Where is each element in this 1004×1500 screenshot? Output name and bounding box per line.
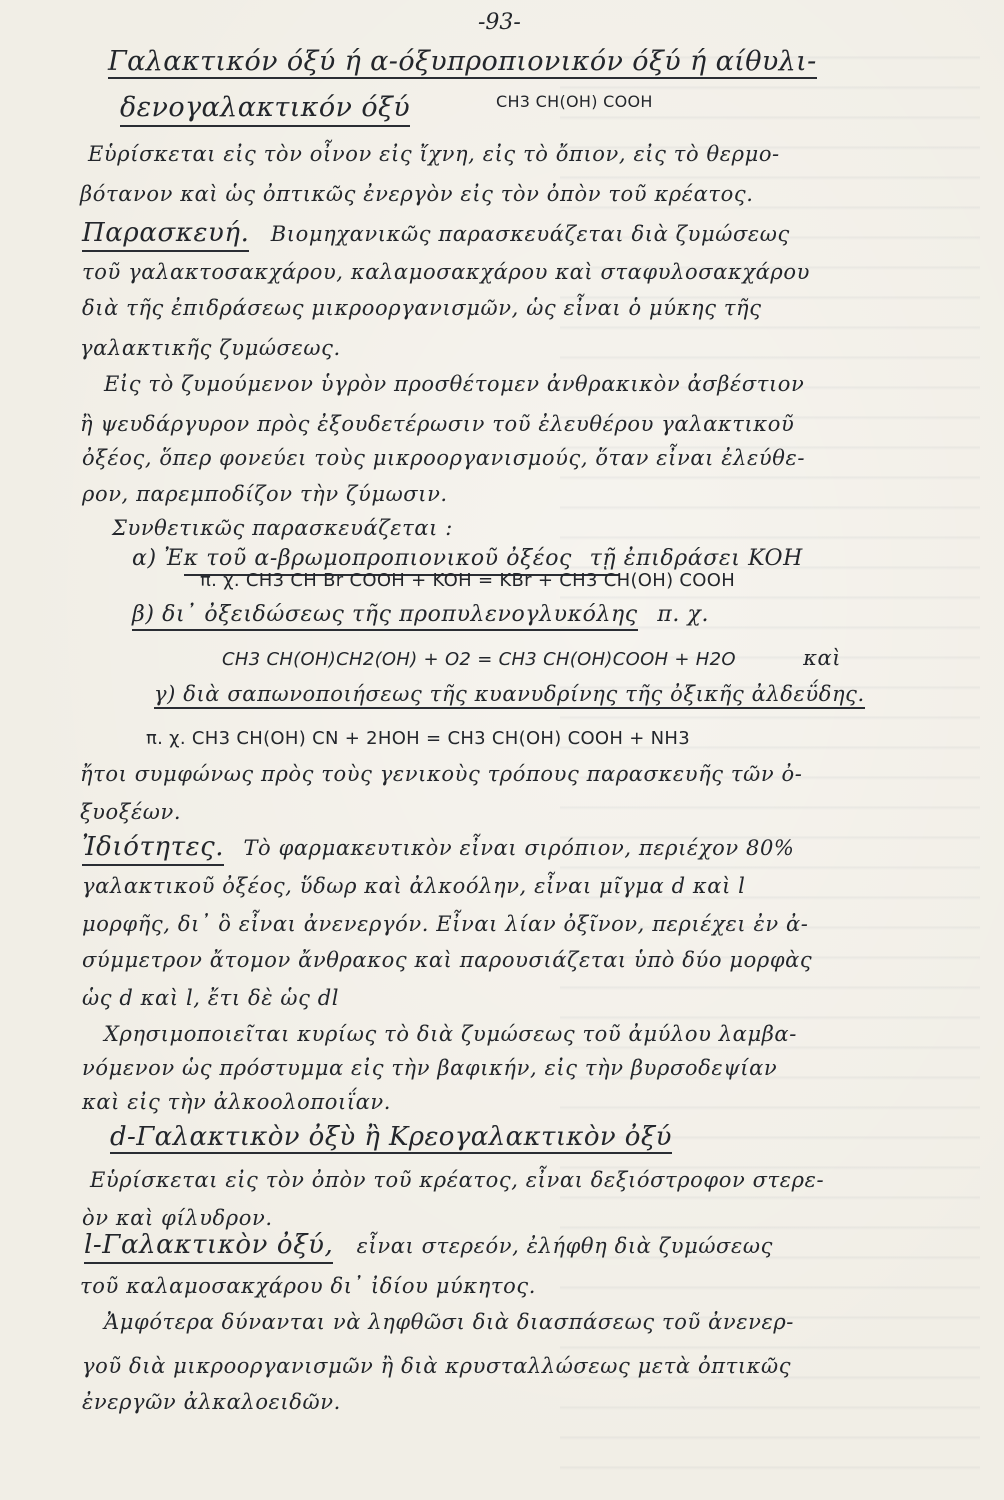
properties-line: μορφῆς, δι᾽ ὃ εἶναι ἀνενεργόν. Εἶναι λίαν ὀξῖνον, περιέχει ἐν ἀ-	[82, 912, 809, 936]
method-a-formula: π. χ. CH3 CH Br COOH + KOH = KBr + CH3 CH(OH) COOH	[200, 570, 736, 591]
properties-line: ὡς d καὶ l, ἔτι δὲ ὡς dl	[82, 986, 340, 1010]
method-a-suffix: τῇ ἐπιδράσει KOH	[589, 546, 803, 571]
preparation-line: διὰ τῆς ἐπιδράσεως μικροοργανισμῶν, ὡς εἶναι ὁ μύκης τῆς	[82, 296, 762, 320]
properties-first-line	[82, 834, 794, 860]
l-acid-suffix: εἶναι στερεόν, ἐλήφθη διὰ ζυμώσεως	[356, 1234, 773, 1258]
preparation-first-line	[82, 220, 790, 246]
preparation-line: Εἰς τὸ ζυμούμενον ὑγρὸν προσθέτομεν ἀνθρακικὸν ἀσβέστιον	[104, 372, 805, 396]
properties-intro: Τὸ φαρμακευτικὸν εἶναι σιρόπιον, περιέχον 80%	[243, 836, 795, 860]
d-acid-line: Εὑρίσκεται εἰς τὸν ὀπὸν τοῦ κρέατος, εἶναι δεξιόστροφον στερε-	[90, 1168, 825, 1192]
properties-line: Χρησιμοποιεῖται κυρίως τὸ διὰ ζυμώσεως τοῦ ἀμύλου λαμβα-	[104, 1022, 797, 1046]
title-line-2-text: δενογαλακτικόν όξύ	[120, 92, 410, 127]
bleed-through-shadow	[560, 30, 980, 1480]
method-c-after-line: ξυοξέων.	[80, 800, 182, 824]
title-line-2	[120, 94, 410, 121]
l-acid-line: Ἀμφότερα δύνανται νὰ ληφθῶσι διὰ διασπάσεως τοῦ ἀνενερ-	[104, 1310, 794, 1334]
preparation-line: τοῦ γαλακτοσακχάρου, καλαμοσακχάρου καὶ σταφυλοσακχάρου	[82, 260, 810, 284]
properties-line: γαλακτικοῦ ὀξέος, ὕδωρ καὶ ἀλκοόλην, εἶναι μῖγμα d καὶ l	[82, 874, 746, 898]
l-acid-first-line	[84, 1232, 773, 1258]
method-b-formula: CH3 CH(OH)CH2(OH) + O2 = CH3 CH(OH)COOH + H2O	[222, 649, 736, 670]
preparation-line: ρον, παρεμποδίζον τὴν ζύμωσιν.	[82, 482, 448, 506]
method-a	[132, 548, 803, 570]
method-b-tail: καὶ	[803, 646, 842, 670]
l-acid-line: τοῦ καλαμοσακχάρου δι᾽ ἰδίου μύκητος.	[80, 1274, 536, 1298]
l-acid-line: ἐνεργῶν ἀλκαλοειδῶν.	[82, 1390, 341, 1414]
intro-line-2: βότανον καὶ ὡς ὀπτικῶς ἐνεργὸν εἰς τὸν ὀπὸν τοῦ κρέατος.	[80, 182, 754, 206]
method-c: γ) διὰ σαπωνοποιήσεως τῆς κυανυδρίνης τῆς ὀξικῆς ἀλδεΰδης.	[154, 684, 865, 709]
l-acid-heading: l-Γαλακτικὸν ὀξύ,	[84, 1230, 333, 1264]
l-acid-line: γοῦ διὰ μικροοργανισμῶν ἢ διὰ κρυσταλλώσεως μετὰ ὀπτικῶς	[82, 1354, 792, 1378]
preparation-line: γαλακτικῆς ζυμώσεως.	[80, 336, 341, 360]
synthetic-heading: Συνθετικῶς παρασκευάζεται :	[112, 516, 453, 540]
method-c-after-line: ἤτοι συμφώνως πρὸς τοὺς γενικοὺς τρόπους παρασκευῆς τῶν ὀ-	[80, 762, 803, 786]
properties-line: νόμενον ὡς πρόστυμμα εἰς τὴν βαφικήν, εἰς τὴν βυρσοδεψίαν	[82, 1056, 778, 1080]
preparation-line: ἢ ψευδάργυρον πρὸς ἐξουδετέρωσιν τοῦ ἐλευθέρου γαλακτικοῦ	[80, 412, 795, 436]
method-b	[132, 604, 709, 626]
preparation-intro: Βιομηχανικῶς παρασκευάζεται διὰ ζυμώσεως	[270, 222, 790, 246]
method-c-formula: π. χ. CH3 CH(OH) CN + 2HOH = CH3 CH(OH) COOH + NH3	[146, 728, 691, 749]
method-a-text: α) Ἐκ τοῦ α-βρωμοπροπιονικοῦ ὀξέος	[132, 546, 572, 571]
properties-line: καὶ εἰς τὴν ἀλκοολοποιΐαν.	[82, 1090, 392, 1114]
d-acid-heading: d-Γαλακτικὸν ὀξὺ ἢ Κρεογαλακτικὸν ὀξύ	[110, 1122, 672, 1152]
title-formula: CH3 CH(OH) COOH	[496, 92, 653, 111]
properties-heading: Ἰδιότητες.	[82, 832, 224, 866]
method-b-suffix: π. χ.	[657, 602, 710, 627]
method-b-text: β) δι᾽ ὀξειδώσεως τῆς προπυλενογλυκόλης	[132, 602, 638, 631]
intro-line-1: Εὑρίσκεται εἰς τὸν οἶνον εἰς ἴχνη, εἰς τὸ ὄπιον, εἰς τὸ θερμο-	[88, 142, 780, 166]
preparation-heading: Παρασκευή.	[82, 218, 249, 252]
title-line-1: Γαλακτικόν όξύ ή α-όξυπροπιονικόν όξύ ή αίθυλι-	[108, 46, 817, 77]
properties-line: σύμμετρον ἄτομον ἄνθρακος καὶ παρουσιάζεται ὑπὸ δύο μορφὰς	[82, 948, 813, 972]
d-acid-line: ὸν καὶ φίλυδρον.	[82, 1206, 273, 1230]
page-number: -93-	[478, 10, 521, 35]
method-b-line	[222, 648, 841, 669]
preparation-line: ὀξέος, ὅπερ φονεύει τοὺς μικροοργανισμούς, ὅταν εἶναι ἐλεύθε-	[82, 446, 806, 470]
